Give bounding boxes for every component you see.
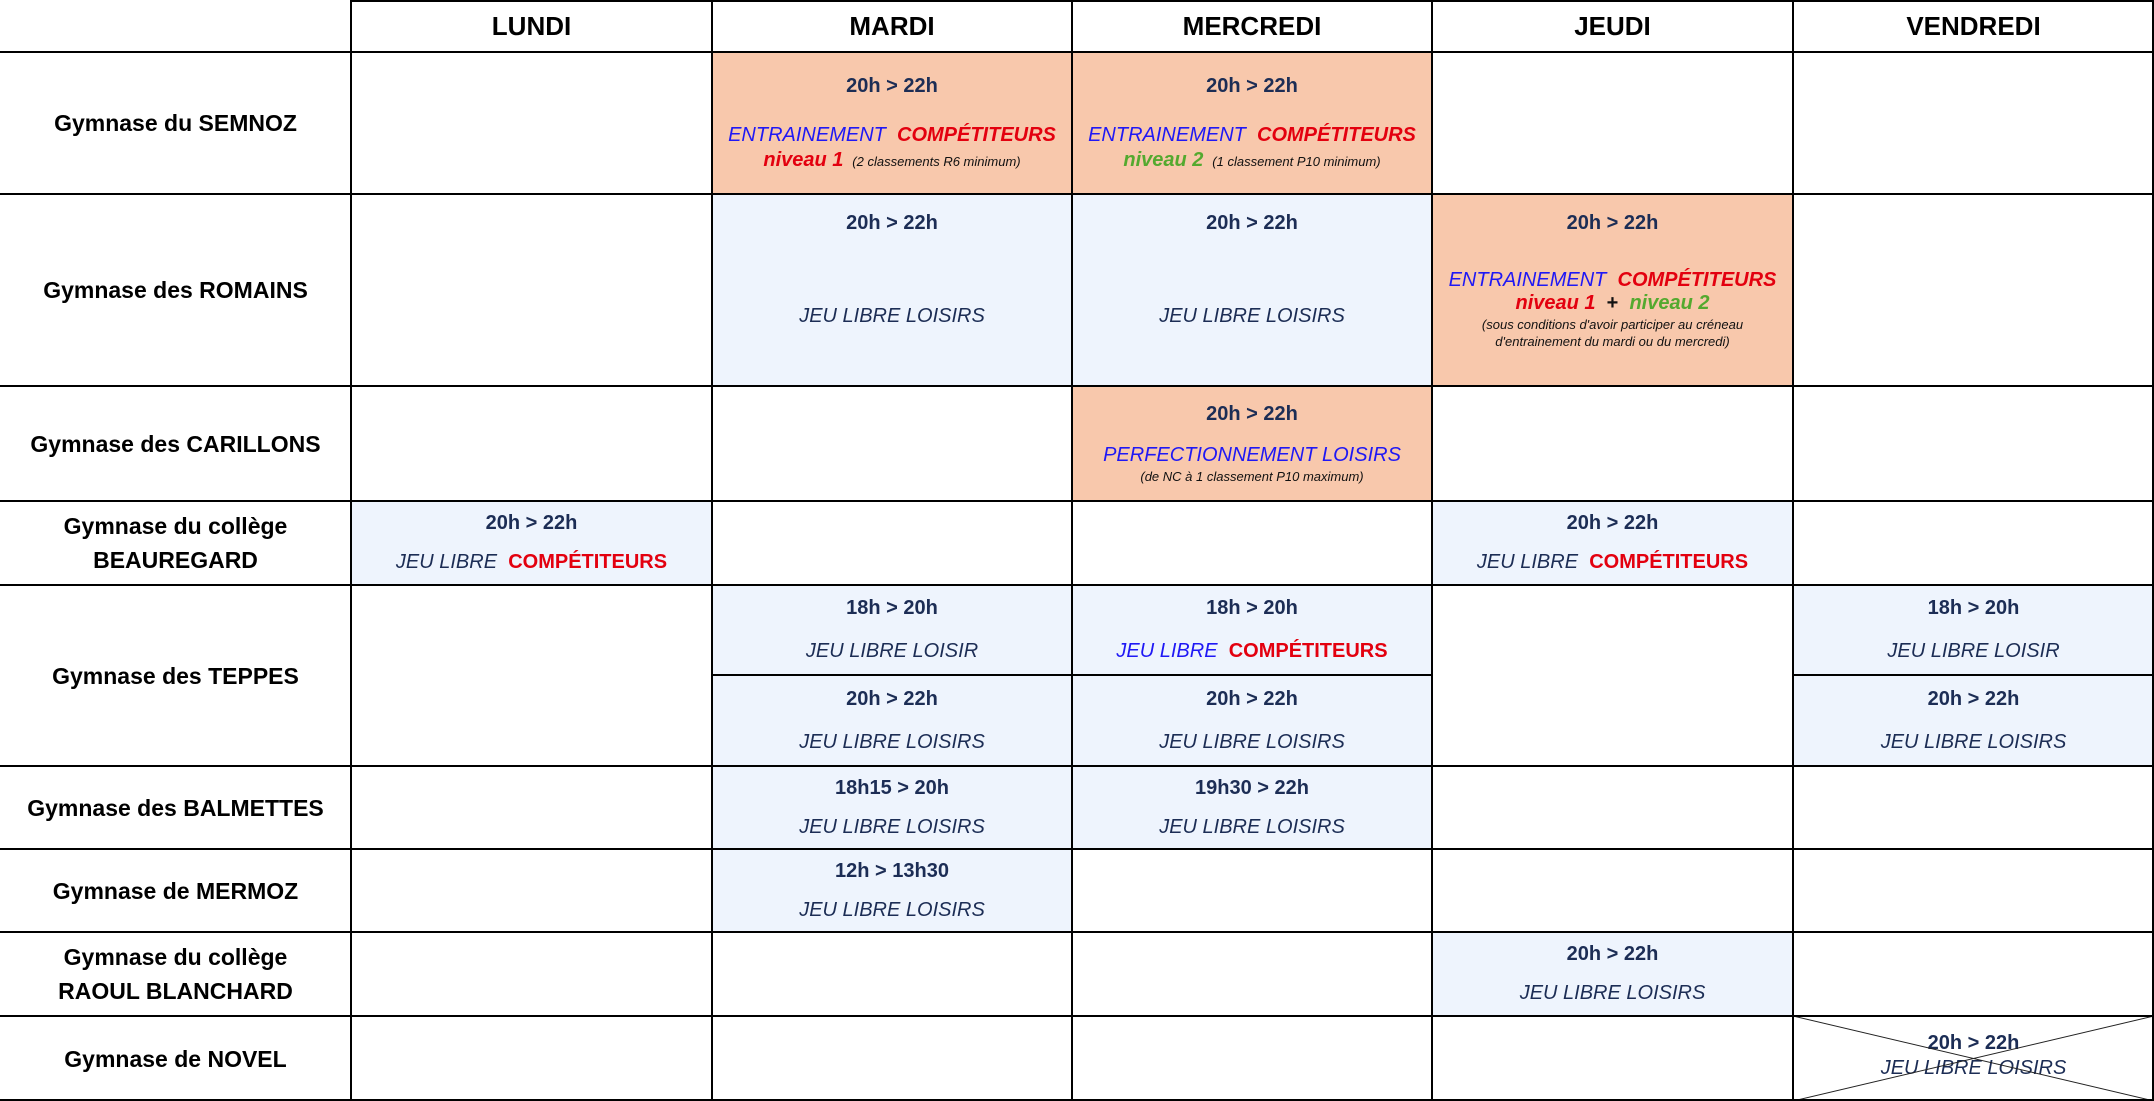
slot-activity: JEU LIBRE LOISIRS [799, 815, 985, 838]
gym-name: Gymnase du SEMNOZ [54, 110, 297, 136]
grid-line [1792, 0, 1794, 1101]
slot-time: 20h > 22h [1206, 74, 1298, 97]
gym-novel [0, 1016, 351, 1101]
competitors-label: COMPÉTITEURS [1257, 123, 1416, 146]
grid-line [0, 1015, 2154, 1017]
slot-teppes-vendredi-2 [1793, 675, 2154, 766]
gym-beauregard [0, 501, 351, 585]
slot-time: 18h15 > 20h [835, 776, 949, 799]
slot-time: 20h > 22h [1206, 212, 1298, 234]
slot-time: 20h > 22h [1927, 687, 2020, 710]
slot-activity: JEU LIBRE LOISIRS [799, 898, 985, 921]
plus-sign: + [1606, 292, 1619, 314]
header-vendredi: VENDREDI [1906, 10, 2041, 41]
grid-line [0, 848, 2154, 850]
slot-teppes-mardi-1 [712, 585, 1072, 675]
grid-line [0, 500, 2154, 502]
grid-line [350, 0, 2154, 2]
header-jeudi: JEUDI [1574, 10, 1651, 41]
slot-note: (sous conditions d'avoir participer au créneau [1481, 317, 1744, 332]
slot-time: 20h > 22h [1927, 1031, 2020, 1054]
gym-name: Gymnase du collège [63, 513, 288, 539]
slot-beauregard-jeudi [1432, 501, 1793, 585]
slot-time: 20h > 22h [846, 212, 938, 234]
slot-activity: JEU LIBRE LOISIRS [799, 730, 985, 753]
grid-line [0, 385, 2154, 387]
slot-time: 12h > 13h30 [835, 859, 949, 882]
slot-activity: PERFECTIONNEMENT LOISIRS [1103, 444, 1401, 466]
slot-level [1515, 292, 1709, 315]
slot-time: 19h30 > 22h [1195, 776, 1309, 799]
slot-activity: JEU LIBRE LOISIRS [1519, 982, 1706, 1004]
competitors-label: COMPÉTITEURS [897, 123, 1056, 146]
cancelled-cross-icon [1793, 1016, 2154, 1101]
slot-teppes-mercredi-1 [1072, 585, 1432, 675]
slot-teppes-vendredi-1 [1793, 585, 2154, 675]
gym-name-line2: RAOUL BLANCHARD [58, 978, 293, 1004]
level-1-label: niveau 1 [1515, 292, 1596, 314]
slot-romains-mardi [712, 194, 1072, 386]
slot-time: 20h > 22h [1206, 687, 1298, 710]
slot-activity [1116, 640, 1387, 663]
slot-activity [728, 124, 1056, 147]
slot-romains-mercredi [1072, 194, 1432, 386]
grid-line [1071, 0, 1073, 1101]
slot-activity: JEU LIBRE LOISIR [1887, 640, 2060, 662]
slot-mermoz-mardi [712, 849, 1072, 932]
slot-semnoz-mardi [712, 52, 1072, 194]
slot-time: 20h > 22h [485, 512, 578, 534]
slot-time: 20h > 22h [1566, 212, 1659, 234]
gym-romains [0, 194, 351, 386]
slot-time: 20h > 22h [1566, 943, 1659, 965]
free-play-label: JEU LIBRE [395, 551, 498, 573]
gym-name: Gymnase des BALMETTES [27, 794, 324, 821]
slot-note-line2: d'entrainement du mardi ou du mercredi) [1495, 334, 1730, 349]
training-label: ENTRAINEMENT [1088, 123, 1246, 146]
free-play-label: JEU LIBRE [1116, 640, 1218, 662]
gym-name-line2: BEAUREGARD [93, 547, 258, 573]
level-note: (1 classement P10 minimum) [1212, 153, 1381, 169]
slot-activity [396, 551, 667, 574]
slot-level [1123, 149, 1380, 172]
level-label: niveau 1 [763, 148, 844, 171]
grid-line [0, 765, 2154, 767]
competitors-label: COMPÉTITEURS [1589, 551, 1749, 573]
gym-teppes [0, 585, 351, 766]
slot-activity: JEU LIBRE LOISIRS [799, 305, 985, 327]
grid-line [0, 193, 2154, 195]
slot-romains-jeudi [1432, 194, 1793, 386]
grid-line [712, 674, 1433, 676]
grid-line [0, 931, 2154, 933]
level-2-label: niveau 2 [1629, 292, 1710, 314]
gym-name: Gymnase des CARILLONS [30, 430, 321, 457]
training-label: ENTRAINEMENT [728, 123, 886, 146]
slot-time: 20h > 22h [846, 74, 938, 97]
slot-activity: JEU LIBRE LOISIRS [1880, 730, 2067, 753]
header-mercredi: MERCREDI [1182, 10, 1322, 41]
slot-time: 18h > 20h [1927, 597, 2020, 619]
gym-name: Gymnase des ROMAINS [43, 277, 308, 303]
level-note: (2 classements R6 minimum) [852, 153, 1021, 169]
slot-beauregard-lundi [351, 501, 712, 585]
gym-name: Gymnase du collège [63, 944, 288, 970]
level-label: niveau 2 [1123, 148, 1204, 171]
slot-activity: JEU LIBRE LOISIRS [1159, 815, 1345, 838]
gym-name: Gymnase de MERMOZ [52, 877, 299, 904]
slot-activity: JEU LIBRE LOISIRS [1159, 730, 1345, 753]
slot-balmettes-mardi [712, 766, 1072, 849]
slot-note: (de NC à 1 classement P10 maximum) [1140, 469, 1364, 484]
grid-line [1793, 674, 2154, 676]
competitors-label: COMPÉTITEURS [508, 551, 668, 573]
header-lundi: LUNDI [491, 10, 572, 41]
slot-time: 20h > 22h [846, 687, 938, 710]
grid-line [0, 584, 2154, 586]
training-label: ENTRAINEMENT [1448, 269, 1607, 291]
slot-teppes-mardi-2 [712, 675, 1072, 766]
gym-mermoz [0, 849, 351, 932]
grid-line [1431, 0, 1433, 1101]
slot-balmettes-mercredi [1072, 766, 1432, 849]
competitors-label: COMPÉTITEURS [1228, 640, 1388, 662]
competitors-label: COMPÉTITEURS [1617, 269, 1777, 291]
slot-carillons-mercredi [1072, 386, 1432, 501]
slot-level [763, 149, 1020, 172]
slot-time: 18h > 20h [846, 597, 938, 619]
slot-activity [1449, 269, 1777, 292]
header-mardi: MARDI [849, 10, 935, 41]
slot-teppes-mercredi-2 [1072, 675, 1432, 766]
slot-semnoz-mercredi [1072, 52, 1432, 194]
slot-activity [1088, 124, 1416, 147]
slot-activity [1477, 551, 1748, 574]
grid-line [350, 0, 352, 1101]
gym-name: Gymnase de NOVEL [64, 1045, 287, 1072]
slot-time: 20h > 22h [1206, 403, 1298, 425]
gym-blanchard [0, 932, 351, 1016]
slot-time: 18h > 20h [1206, 597, 1298, 619]
slot-blanchard-jeudi [1432, 932, 1793, 1016]
slot-activity: JEU LIBRE LOISIRS [1159, 305, 1345, 327]
grid-line [711, 0, 713, 1101]
slot-activity: JEU LIBRE LOISIR [805, 640, 979, 662]
gym-name: Gymnase des TEPPES [52, 662, 299, 689]
slot-activity: JEU LIBRE LOISIRS [1880, 1056, 2067, 1079]
grid-line [0, 51, 2154, 53]
gym-carillons [0, 386, 351, 501]
slot-time: 20h > 22h [1566, 512, 1659, 534]
gym-balmettes [0, 766, 351, 849]
free-play-label: JEU LIBRE [1476, 551, 1579, 573]
gym-semnoz [0, 52, 351, 194]
